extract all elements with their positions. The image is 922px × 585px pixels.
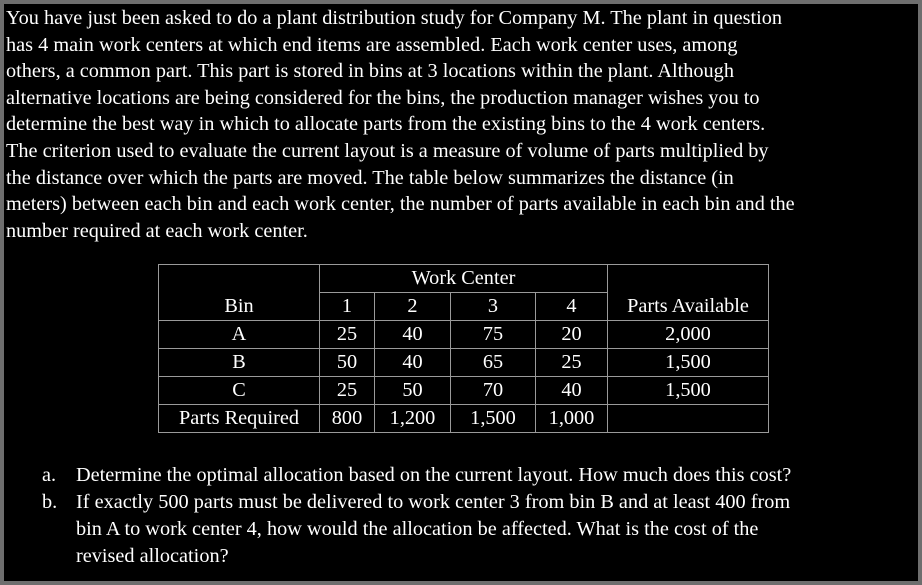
parts-available-cell: 1,500 [608,349,769,377]
parts-required-row [159,405,769,433]
question-text: Determine the optimal allocation based on the current layout. How much does this cost? [76,464,792,486]
distance-cell: 65 [451,349,536,377]
table-row [159,377,769,405]
work-center-header: 2 [375,293,451,321]
intro-line: alternative locations are being considered for the bins, the production manager wishes you to [6,86,760,109]
question-list [42,462,912,570]
table-header-row [159,265,769,293]
parts-available-header-spacer [608,265,769,293]
bin-label: A [159,321,320,349]
distance-cell: 20 [536,321,608,349]
table-subheader-row [159,293,769,321]
parts-required-cell: 1,000 [536,405,608,433]
bin-label: B [159,349,320,377]
distance-cell: 25 [320,321,375,349]
distance-cell: 40 [375,321,451,349]
question-text: If exactly 500 parts must be delivered to work center 3 from bin B and at least 400 from [76,491,791,513]
bin-label: C [159,377,320,405]
distance-table [158,264,769,433]
intro-line: determine the best way in which to allocate parts from the existing bins to the 4 work centers. [6,113,766,136]
intro-line: meters) between each bin and each work center, the number of parts available in each bin and the [6,193,795,216]
problem-statement [6,5,918,244]
work-center-header: 3 [451,293,536,321]
parts-required-cell: 1,500 [451,405,536,433]
table-row [159,349,769,377]
table-row [159,321,769,349]
distance-cell: 25 [320,377,375,405]
intro-line: others, a common part. This part is stored in bins at 3 locations within the plant. Although [6,60,734,83]
bin-header: Bin [159,293,320,321]
distance-cell: 75 [451,321,536,349]
distance-cell: 25 [536,349,608,377]
question-a [42,462,912,489]
intro-line: number required at each work center. [6,219,308,242]
question-label: a. [42,464,57,486]
distance-cell: 40 [536,377,608,405]
question-b [42,489,912,570]
parts-available-cell: 2,000 [608,321,769,349]
parts-required-cell: 800 [320,405,375,433]
parts-required-label: Parts Required [159,405,320,433]
intro-line: You have just been asked to do a plant distribution study for Company M. The plant in question [6,7,783,29]
distance-cell: 70 [451,377,536,405]
parts-available-header: Parts Available [608,293,769,321]
distance-cell: 40 [375,349,451,377]
work-center-header: 4 [536,293,608,321]
parts-available-cell: 1,500 [608,377,769,405]
work-center-header: 1 [320,293,375,321]
intro-line: The criterion used to evaluate the current layout is a measure of volume of parts multiplied by [6,139,769,162]
distance-cell: 50 [375,377,451,405]
distance-cell: 50 [320,349,375,377]
intro-line: has 4 main work centers at which end items are assembled. Each work center uses, among [6,33,738,56]
parts-required-cell: 1,200 [375,405,451,433]
question-text: bin A to work center 4, how would the allocation be affected. What is the cost of the [76,518,759,540]
bin-header-spacer [159,265,320,293]
parts-required-empty [608,405,769,433]
question-text: revised allocation? [76,545,229,567]
question-label: b. [42,491,58,513]
intro-line: the distance over which the parts are moved. The table below summarizes the distance (in [6,166,734,189]
work-center-group-header: Work Center [320,265,608,293]
